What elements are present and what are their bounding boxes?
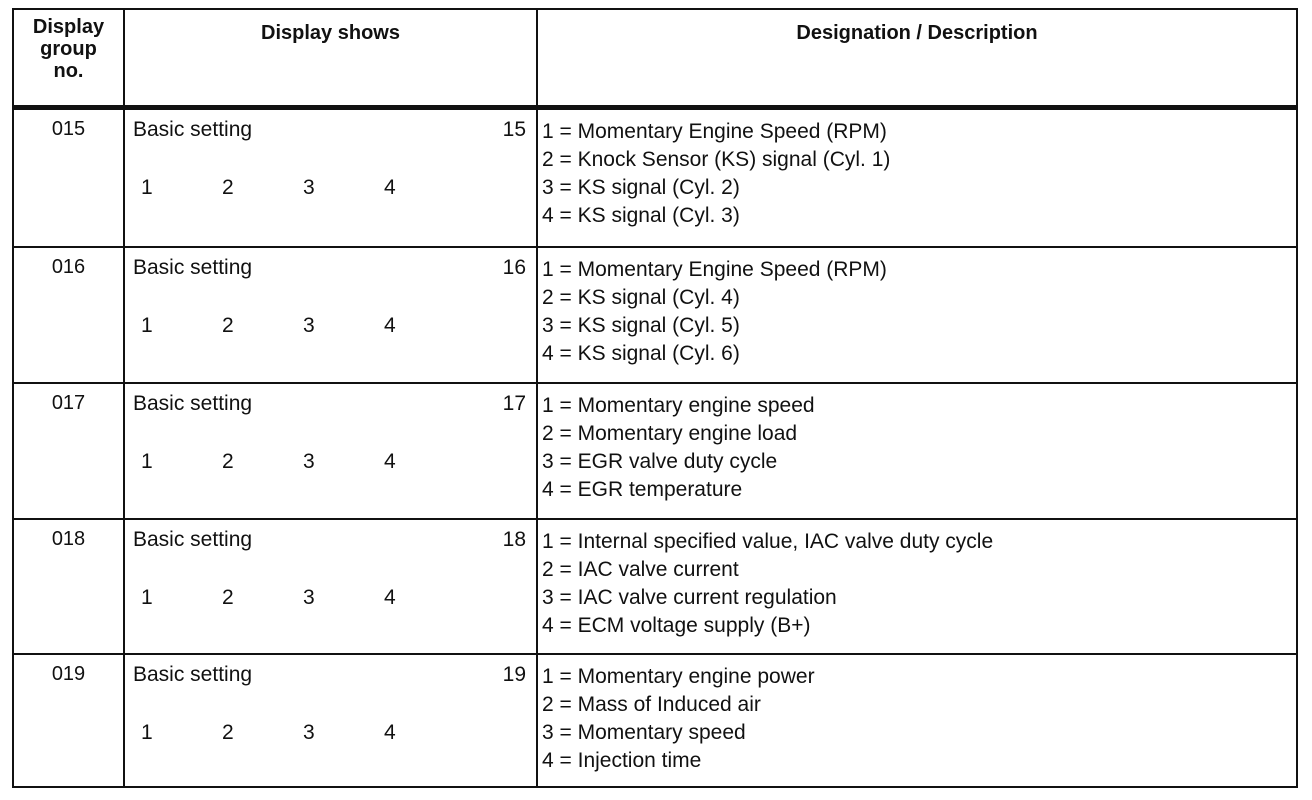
description-line-1: 1 = Momentary Engine Speed (RPM) <box>542 120 887 143</box>
table-row <box>14 248 1296 384</box>
group-number: 017 <box>14 384 125 518</box>
description-line-4: 4 = EGR temperature <box>542 478 743 501</box>
table-header <box>14 10 1296 110</box>
display-fields <box>141 586 465 610</box>
field-3: 3 <box>303 450 315 473</box>
mode-label: Basic setting <box>133 528 253 551</box>
description-line-1: 1 = Momentary engine speed <box>542 394 815 417</box>
header-group-line-3: no. <box>53 60 84 82</box>
field-4: 4 <box>384 176 396 199</box>
field-3: 3 <box>303 721 315 744</box>
mode-label: Basic setting <box>133 663 253 686</box>
description-cell <box>538 655 1296 786</box>
description-line-3: 3 = KS signal (Cyl. 5) <box>542 314 740 337</box>
mode-label: Basic setting <box>133 256 253 279</box>
header-designation-description: Designation / Description <box>796 22 1038 44</box>
display-fields <box>141 176 465 200</box>
description-line-1: 1 = Momentary Engine Speed (RPM) <box>542 258 887 281</box>
field-1: 1 <box>141 721 153 744</box>
description-line-3: 3 = EGR valve duty cycle <box>542 450 778 473</box>
field-4: 4 <box>384 314 396 337</box>
channel-number: 18 <box>502 528 526 551</box>
display-shows-cell <box>125 655 538 786</box>
field-3: 3 <box>303 314 315 337</box>
description-line-2: 2 = Momentary engine load <box>542 422 798 445</box>
field-4: 4 <box>384 721 396 744</box>
field-2: 2 <box>222 176 234 199</box>
display-shows-cell <box>125 384 538 518</box>
description-line-4: 4 = KS signal (Cyl. 3) <box>542 204 740 227</box>
field-1: 1 <box>141 586 153 609</box>
description-line-2: 2 = Knock Sensor (KS) signal (Cyl. 1) <box>542 148 891 171</box>
field-2: 2 <box>222 586 234 609</box>
display-fields <box>141 721 465 745</box>
channel-number: 17 <box>502 392 526 415</box>
description-line-2: 2 = IAC valve current <box>542 558 739 581</box>
channel-number: 19 <box>502 663 526 686</box>
group-number: 018 <box>14 520 125 653</box>
description-line-4: 4 = KS signal (Cyl. 6) <box>542 342 740 365</box>
display-shows-cell <box>125 248 538 382</box>
header-display-shows: Display shows <box>125 10 538 105</box>
mode-label: Basic setting <box>133 392 253 415</box>
field-4: 4 <box>384 450 396 473</box>
table-row <box>14 384 1296 520</box>
display-shows-cell <box>125 110 538 246</box>
header-group-line-1: Display <box>32 16 105 38</box>
description-line-4: 4 = Injection time <box>542 749 702 772</box>
field-1: 1 <box>141 314 153 337</box>
description-line-2: 2 = KS signal (Cyl. 4) <box>542 286 740 309</box>
description-line-3: 3 = IAC valve current regulation <box>542 586 837 609</box>
display-group-table <box>12 8 1298 788</box>
description-line-3: 3 = KS signal (Cyl. 2) <box>542 176 740 199</box>
field-1: 1 <box>141 450 153 473</box>
description-line-3: 3 = Momentary speed <box>542 721 746 744</box>
table-row <box>14 520 1296 655</box>
description-line-2: 2 = Mass of Induced air <box>542 693 761 716</box>
header-group-line-2: group <box>40 38 97 60</box>
description-cell <box>538 384 1296 518</box>
description-cell <box>538 110 1296 246</box>
description-line-4: 4 = ECM voltage supply (B+) <box>542 614 811 637</box>
field-3: 3 <box>303 176 315 199</box>
table-row <box>14 110 1296 248</box>
display-fields <box>141 314 465 338</box>
mode-label: Basic setting <box>133 118 253 141</box>
description-line-1: 1 = Momentary engine power <box>542 665 815 688</box>
group-number: 016 <box>14 248 125 382</box>
display-shows-cell <box>125 520 538 653</box>
field-2: 2 <box>222 450 234 473</box>
header-display-group-no <box>14 10 125 105</box>
field-2: 2 <box>222 721 234 744</box>
description-line-1: 1 = Internal specified value, IAC valve duty cycle <box>542 530 994 553</box>
field-3: 3 <box>303 586 315 609</box>
description-cell <box>538 248 1296 382</box>
channel-number: 15 <box>502 118 526 141</box>
description-cell <box>538 520 1296 653</box>
display-fields <box>141 450 465 474</box>
group-number: 015 <box>14 110 125 246</box>
field-2: 2 <box>222 314 234 337</box>
group-number: 019 <box>14 655 125 786</box>
table-row <box>14 655 1296 786</box>
field-1: 1 <box>141 176 153 199</box>
field-4: 4 <box>384 586 396 609</box>
channel-number: 16 <box>502 256 526 279</box>
